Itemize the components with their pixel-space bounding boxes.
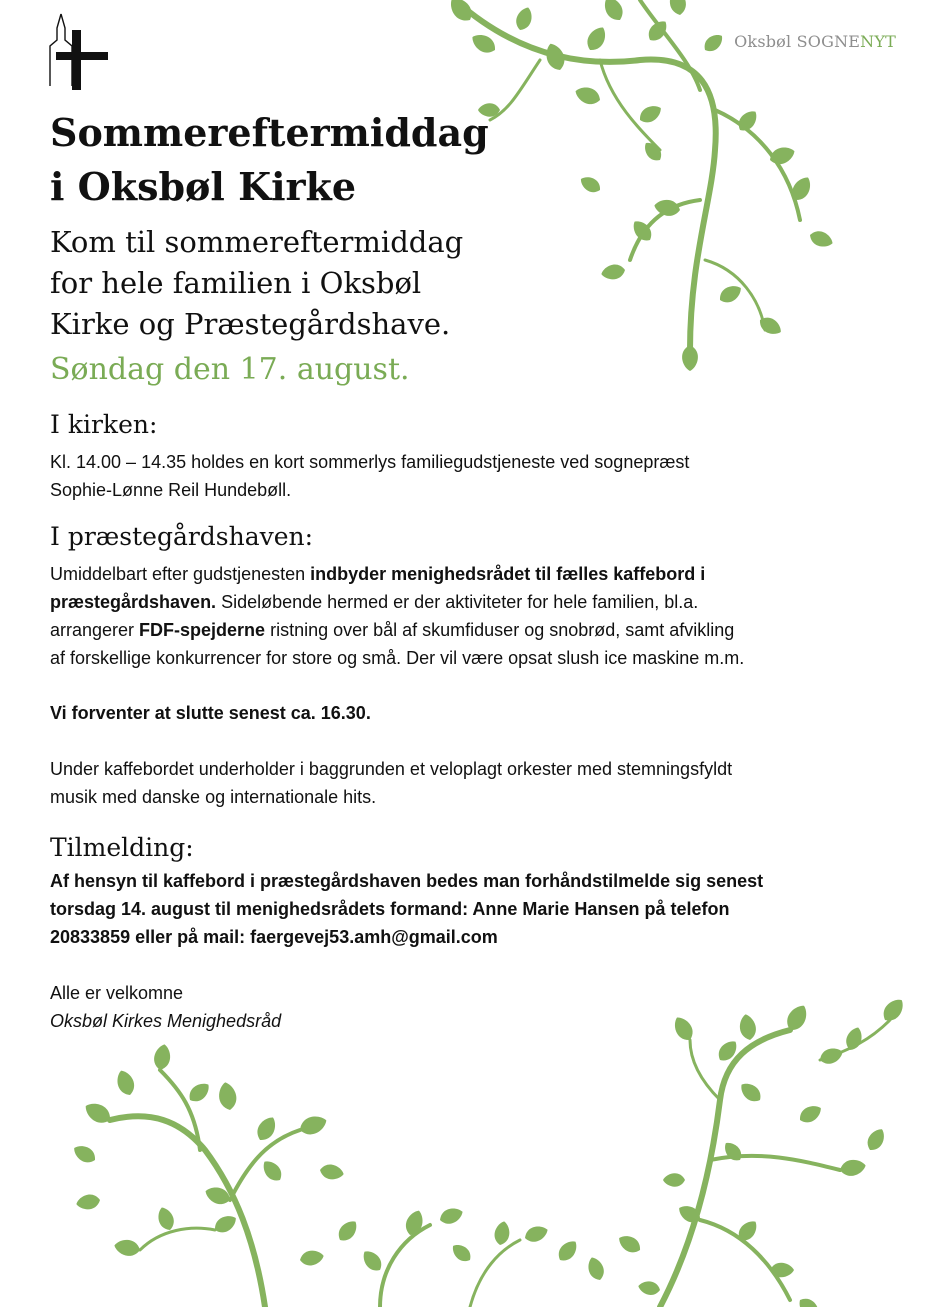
- have-bold: præstegårdshaven.: [50, 592, 217, 612]
- closing-signature: Oksbøl Kirkes Menighedsråd: [50, 1011, 282, 1031]
- end-time-bold: Vi forventer at slutte senest ca. 16.30.: [50, 703, 371, 723]
- have-text: arrangerer: [50, 620, 140, 640]
- heading-kirken: I kirken:: [50, 410, 158, 439]
- page-title: [50, 106, 489, 214]
- paragraph-praestegaardshaven: [50, 560, 910, 672]
- tilmelding-line-1: Af hensyn til kaffebord i præstegårdshaven bedes man forhåndstilmelde sig senest: [50, 871, 764, 891]
- paragraph-tilmelding: [50, 867, 910, 951]
- have-text: Sideløbende hermed er der aktiviteter for hele familien, bl.a.: [216, 592, 699, 612]
- masthead: [734, 32, 896, 51]
- tilmelding-line-2: torsdag 14. august til menighedsrådets formand: Anne Marie Hansen på telefon: [50, 899, 730, 919]
- lead-line-2: for hele familien i Oksbøl: [50, 266, 422, 300]
- kirken-line-1: Kl. 14.00 – 14.35 holdes en kort sommerlys familiegudstjeneste ved sognepræst: [50, 452, 690, 472]
- title-line-2: i Oksbøl Kirke: [50, 164, 357, 209]
- have-line-4: af forskellige konkurrencer for store og små. Der vil være opsat slush ice maskine m.m.: [50, 648, 745, 668]
- closing-welcome: Alle er velkomne: [50, 983, 184, 1003]
- event-date: Søndag den 17. august.: [50, 352, 410, 387]
- have-bold: indbyder menighedsrådet til fælles kaffebord i: [310, 564, 706, 584]
- lead-text: [50, 222, 463, 345]
- church-cross-icon: [46, 12, 112, 92]
- closing: [50, 979, 910, 1035]
- title-line-1: Sommereftermiddag: [50, 110, 489, 155]
- lead-line-3: Kirke og Præstegårdshave.: [50, 307, 451, 341]
- lead-line-1: Kom til sommereftermiddag: [50, 225, 464, 259]
- kirken-line-2: Sophie-Lønne Reil Hundebøll.: [50, 480, 292, 500]
- have-text: Umiddelbart efter gudstjenesten: [50, 564, 311, 584]
- tilmelding-line-3: 20833859 eller på mail: faergevej53.amh@gmail.com: [50, 927, 498, 947]
- masthead-name: Oksbøl SOGNE: [734, 32, 861, 51]
- fdf-bold: FDF-spejderne: [139, 620, 266, 640]
- musik-line-2: musik med danske og internationale hits.: [50, 787, 377, 807]
- heading-tilmelding: Tilmelding:: [50, 833, 194, 862]
- end-time-notice: [50, 699, 910, 727]
- masthead-highlight: NYT: [860, 32, 896, 51]
- heading-praestegaardshaven: I præstegårdshaven:: [50, 522, 314, 551]
- musik-line-1: Under kaffebordet underholder i baggrunden et veloplagt orkester med stemningsfyldt: [50, 759, 733, 779]
- have-text: ristning over bål af skumfiduser og snobrød, samt afvikling: [265, 620, 735, 640]
- paragraph-musik: [50, 755, 910, 811]
- paragraph-kirken: [50, 448, 910, 504]
